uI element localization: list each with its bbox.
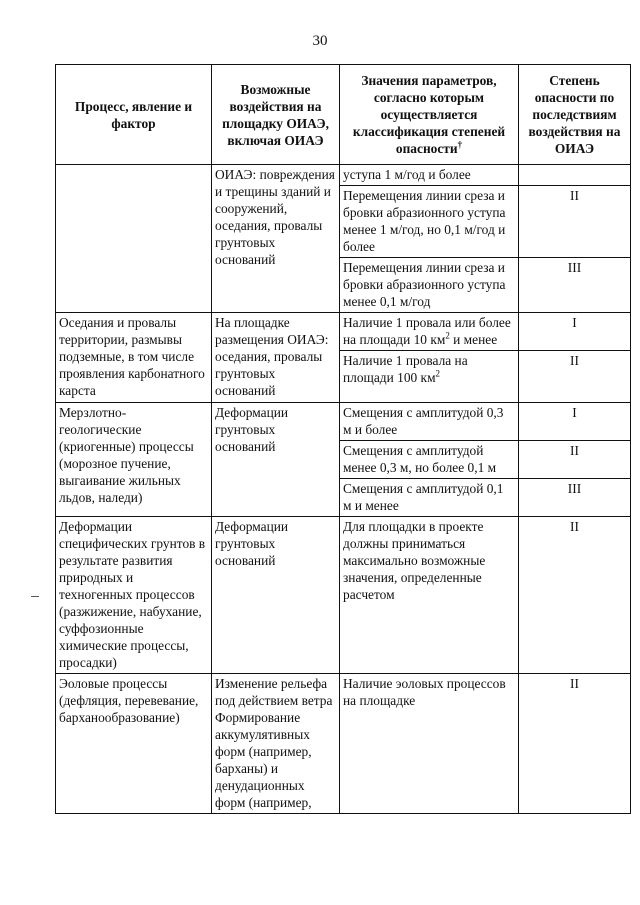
param-cell: Смещения с амплитудой 0,1 м и менее xyxy=(340,479,519,517)
degree-cell: II xyxy=(519,351,631,403)
process-cell: Мерзлотно-геологические (криогенные) процессы (морозное пучение, выгаивание жильных льдов, наледи) xyxy=(56,403,212,517)
param-cell: Перемещения линии среза и бровки абразионного уступа менее 0,1 м/год xyxy=(340,258,519,313)
param-cell: Смещения с амплитудой менее 0,3 м, но более 0,1 м xyxy=(340,441,519,479)
param-cell: Смещения с амплитудой 0,3 м и более xyxy=(340,403,519,441)
table-row xyxy=(56,313,631,351)
dagger-footnote-mark: † xyxy=(457,139,463,150)
impact-cell: Деформации грунтовых оснований xyxy=(212,403,340,517)
table-row xyxy=(56,403,631,441)
degree-cell: II xyxy=(519,517,631,674)
page-number: 30 xyxy=(312,33,328,49)
process-cell: Эоловые процессы (дефляция, перевевание, барханообразование) xyxy=(56,674,212,814)
superscript: 2 xyxy=(445,330,450,341)
header-parameters-text: Значения параметров, согласно которым осуществляется классификация степеней опасности xyxy=(352,73,506,156)
impact-cell: На площадке размещения ОИАЭ: оседания, провалы грунтовых оснований xyxy=(212,313,340,403)
degree-cell: III xyxy=(519,479,631,517)
impact-cell: Деформации грунтовых оснований xyxy=(212,517,340,674)
degree-cell: II xyxy=(519,674,631,814)
header-impact: Возможные воздействия на площадку ОИАЭ, включая ОИАЭ xyxy=(212,65,340,165)
process-cell: Деформации специфических грунтов в результате развития природных и техногенных процессов (разжижение, набухание, суффозионные химические процессы, просадки) xyxy=(56,517,212,674)
header-process: Процесс, явление и фактор xyxy=(56,65,212,165)
param-text: и менее xyxy=(449,332,498,347)
param-cell: Перемещения линии среза и бровки абразионного уступа менее 1 м/год, но 0,1 м/год и более xyxy=(340,186,519,258)
table-row xyxy=(56,165,631,186)
header-parameters xyxy=(340,65,519,165)
degree-cell: II xyxy=(519,441,631,479)
header-degree: Степень опасности по последствиям воздействия на ОИАЭ xyxy=(519,65,631,165)
param-text: Наличие 1 провала или более на площади 10 км xyxy=(343,315,511,347)
hazard-classification-table xyxy=(55,64,631,814)
impact-cell: ОИАЭ: повреждения и трещины зданий и сооружений, оседания, провалы грунтовых оснований xyxy=(212,165,340,313)
param-cell: Наличие эоловых процессов на площадке xyxy=(340,674,519,814)
degree-cell: I xyxy=(519,313,631,351)
param-cell xyxy=(340,351,519,403)
param-text: Наличие 1 провала на площади 100 км xyxy=(343,353,468,385)
degree-cell: I xyxy=(519,403,631,441)
table-row xyxy=(56,674,631,814)
param-cell: уступа 1 м/год и более xyxy=(340,165,519,186)
param-cell xyxy=(340,313,519,351)
degree-cell: II xyxy=(519,186,631,258)
process-cell xyxy=(56,165,212,313)
table-row xyxy=(56,517,631,674)
param-cell: Для площадки в проекте должны приниматься максимально возможные значения, определенные расчетом xyxy=(340,517,519,674)
superscript: 2 xyxy=(435,368,441,379)
degree-cell: III xyxy=(519,258,631,313)
process-cell: Оседания и провалы территории, размывы подземные, в том числе проявления карбонатного карста xyxy=(56,313,212,403)
impact-cell: Изменение рельефа под действием ветра Формирование аккумулятивных форм (например, барханы) и денудационных форм (например, xyxy=(212,674,340,814)
margin-mark xyxy=(31,596,39,597)
degree-cell xyxy=(519,165,631,186)
